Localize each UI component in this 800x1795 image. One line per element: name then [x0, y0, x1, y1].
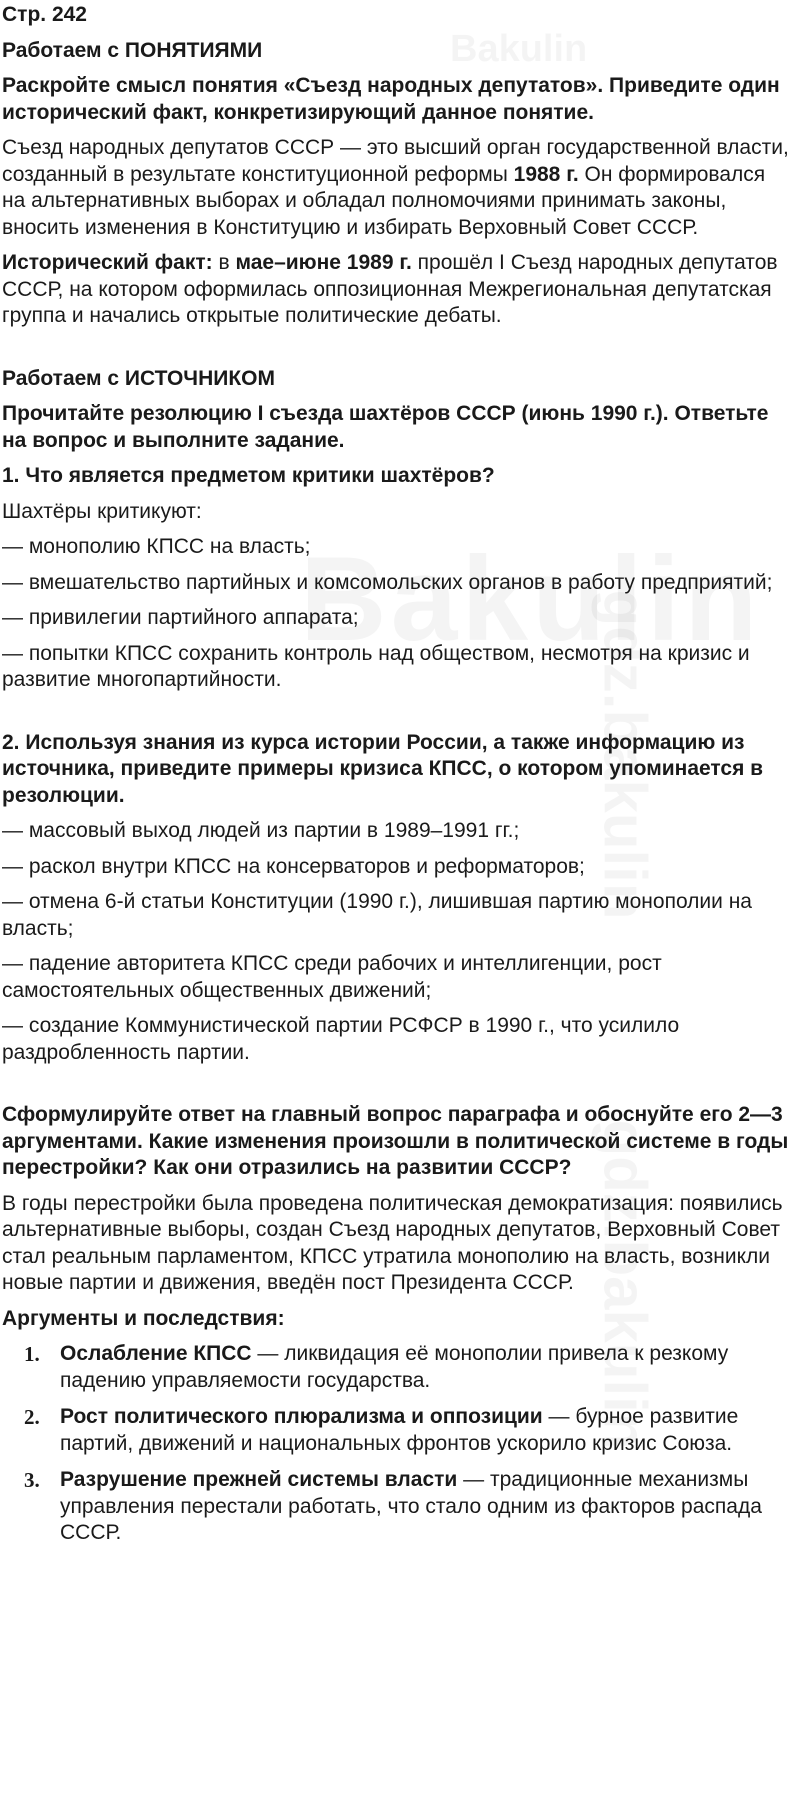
concept-question: Раскройте смысл понятия «Съезд народных депутатов». Приведите один исторический факт, конкретизирующий данное понятие. [2, 74, 780, 124]
question-1-intro: Шахтёры критикуют: [2, 499, 202, 523]
source-task: Прочитайте резолюцию I съезда шахтёров СССР (июнь 1990 г.). Ответьте на вопрос и выполните задание. [2, 402, 769, 452]
list-item: — монополию КПСС на власть; [2, 535, 311, 558]
argument-item: 1. Ослабление КПСС — ликвидация её монополии привела к резкому падению управляемости государства. [24, 1342, 729, 1392]
arguments-list [2, 1341, 792, 1547]
list-item: — отмена 6-й статьи Конституции (1990 г.), лишившая партию монополии на власть; [2, 890, 752, 940]
list-item: — привилегии партийного аппарата; [2, 606, 359, 629]
argument-item: 2. Рост политического плюрализма и оппозиции — бурное развитие партий, движений и национальных фронтов ускорило кризис Союза. [24, 1405, 739, 1455]
list-item: — падение авторитета КПСС среди рабочих и интеллигенции, рост самостоятельных общественных движений; [2, 952, 662, 1002]
section-heading-source: Работаем с ИСТОЧНИКОМ [2, 366, 275, 390]
historical-fact: Исторический факт: в мае–июне 1989 г. прошёл I Съезд народных депутатов СССР, на котором оформилась оппозиционная Межрегиональная депутатская группа и начались открытые политические дебаты. [2, 251, 778, 327]
main-question: Сформулируйте ответ на главный вопрос параграфа и обоснуйте его 2—3 аргументами. Какие изменения произошли в политической системе в годы перестройки? Как они отразились на развитии СССР? [2, 1103, 789, 1179]
argument-item: 3. Разрушение прежней системы власти — традиционные механизмы управления перестали работать, что стало одним из факторов распада СССР. [24, 1468, 762, 1544]
list-item: — раскол внутри КПСС на консерваторов и реформаторов; [2, 854, 585, 878]
list-item: — массовый выход людей из партии в 1989–1991 гг.; [2, 819, 520, 842]
question-2: 2. Используя знания из курса истории России, а также информацию из источника, приведите примеры кризиса КПСС, о котором упоминается в резолюции. [2, 730, 764, 807]
arguments-heading: Аргументы и последствия: [2, 1306, 285, 1330]
page-number: Стр. 242 [2, 3, 87, 26]
question-1: 1. Что является предметом критики шахтёров? [2, 464, 495, 487]
document-page [2, 0, 792, 1547]
concept-definition: Съезд народных депутатов СССР — это высший орган государственной власти, созданный в результате конституционной реформы 1988 г. Он формировался на альтернативных выборах и обладал полномочиями принимать законы, вносить изменения в Конституцию и избирать Верховный Совет СССР. [2, 136, 789, 239]
list-item: — попытки КПСС сохранить контроль над обществом, несмотря на кризис и развитие многопартийности. [2, 641, 750, 691]
list-item: — создание Коммунистической партии РСФСР в 1990 г., что усилило раздробленность партии. [2, 1014, 680, 1064]
list-item: — вмешательство партийных и комсомольских органов в работу предприятий; [2, 570, 773, 594]
section-heading-concepts: Работаем с ПОНЯТИЯМИ [2, 38, 263, 62]
main-answer: В годы перестройки была проведена политическая демократизация: появились альтернативные выборы, создан Съезд народных депутатов, Верховный Совет стал реальным парламентом, КПСС утратила монополию на власть, возникли новые партии и движения, введён пост Президента СССР. [2, 1191, 783, 1294]
